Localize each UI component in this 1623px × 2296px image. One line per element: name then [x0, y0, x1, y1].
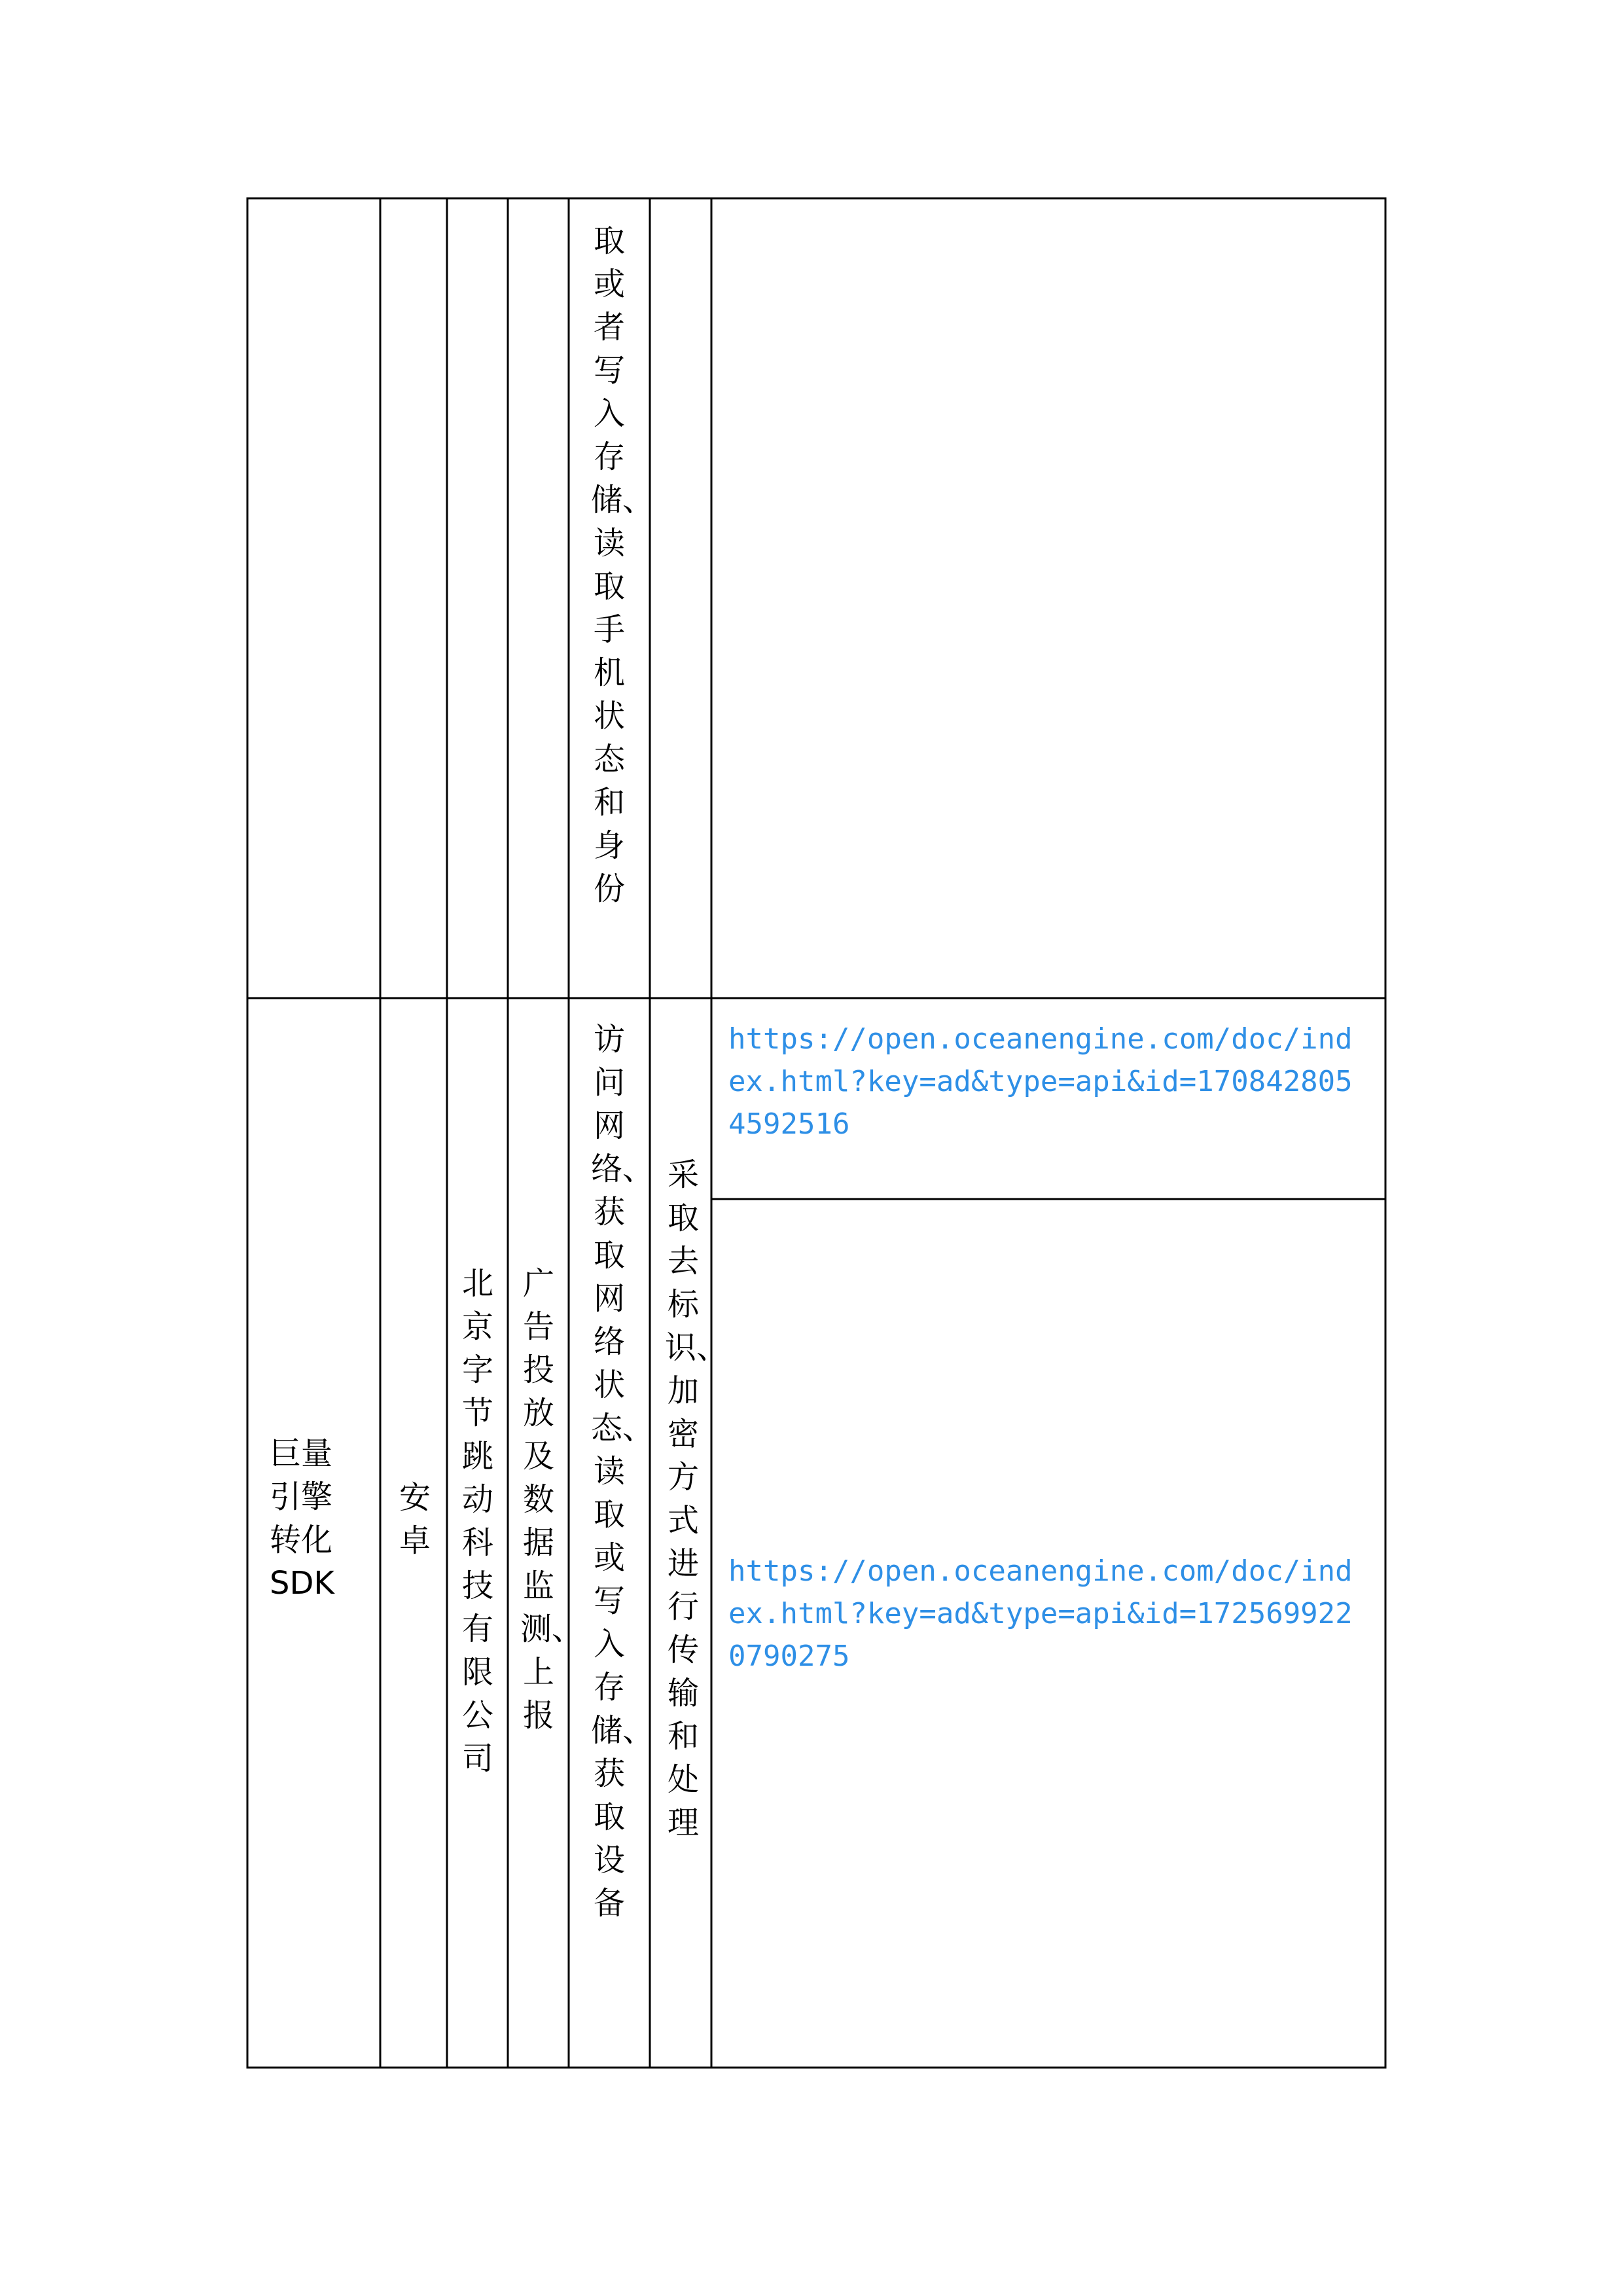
sdk-name-cell: 巨量 引擎 转化 SDK	[270, 1435, 334, 1602]
permissions-cell: 访问网络、获取网络状态、读取或写入存储、获取设备	[591, 1021, 654, 1922]
purpose-cell: 广告投放及数据监测、上报	[520, 1265, 584, 1734]
company-cell: 北京字节跳动科技有限公司	[461, 1265, 493, 1777]
protection-cell: 采取去标识、加密方式进行传输和处理	[665, 1157, 728, 1841]
doc-link-1[interactable]: https://open.oceanengine.com/doc/index.html?key=ad&type=api&id=1708428054592516	[728, 1022, 1353, 1141]
permission-cell-continued: 取或者写入存储、读取手机状态和身份	[591, 223, 654, 907]
platform-cell: 安卓	[399, 1479, 431, 1559]
doc-link-2[interactable]: https://open.oceanengine.com/doc/index.html?key=ad&type=api&id=1725699220790275	[728, 1554, 1353, 1673]
